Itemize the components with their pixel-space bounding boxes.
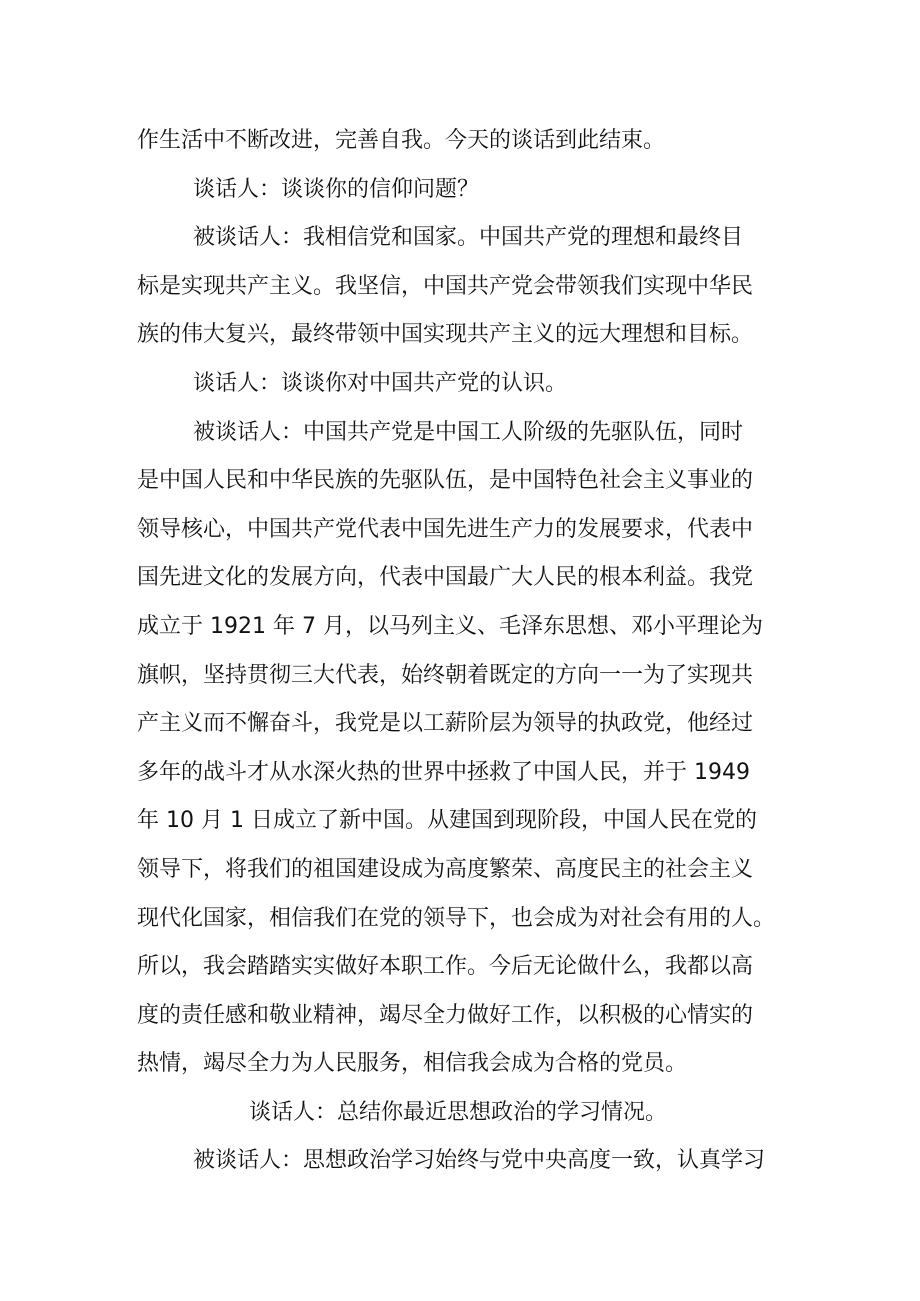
document-body xyxy=(137,117,797,1186)
text-line: 领导下，将我们的祖国建设成为高度繁荣、高度民主的社会主义 xyxy=(137,856,754,882)
text-line: 多年的战斗才从水深火热的世界中拯救了中国人民，并于 1949 xyxy=(137,759,750,785)
text-line: 谈话人：谈谈你对中国共产党的认识。 xyxy=(193,370,568,396)
text-line: 成立于 1921 年 7 月，以马列主义、毛泽东思想、邓小平理论为 xyxy=(137,613,763,639)
text-line: 谈话人：总结你最近思想政治的学习情况。 xyxy=(249,1099,668,1125)
text-line: 年 10 月 1 日成立了新中国。从建国到现阶段，中国人民在党的 xyxy=(137,808,757,834)
text-line: 领导核心，中国共产党代表中国先进生产力的发展要求，代表中 xyxy=(137,516,754,542)
text-line: 被谈话人：中国共产党是中国工人阶级的先驱队伍，同时 xyxy=(193,419,744,445)
text-line: 被谈话人：思想政治学习始终与党中央高度一致，认真学习 xyxy=(193,1148,766,1174)
text-line: 被谈话人：我相信党和国家。中国共产党的理想和最终目 xyxy=(193,225,744,251)
text-line: 度的责任感和敬业精神，竭尽全力做好工作，以积极的心情实的 xyxy=(137,1002,754,1028)
text-line: 族的伟大复兴，最终带领中国实现共产主义的远大理想和目标。 xyxy=(137,322,754,348)
text-line: 产主义而不懈奋斗，我党是以工薪阶层为领导的执政党，他经过 xyxy=(137,711,754,737)
text-line: 现代化国家，相信我们在党的领导下，也会成为对社会有用的人。 xyxy=(137,905,776,931)
text-line: 作生活中不断改进，完善自我。今天的谈话到此结束。 xyxy=(137,128,666,153)
text-line: 谈话人：谈谈你的信仰问题？ xyxy=(193,176,480,202)
text-line: 热情，竭尽全力为人民服务，相信我会成为合格的党员。 xyxy=(137,1051,688,1077)
text-line: 所以，我会踏踏实实做好本职工作。今后无论做什么，我都以高 xyxy=(137,954,754,980)
text-line: 国先进文化的发展方向，代表中国最广大人民的根本利益。我党 xyxy=(137,565,754,591)
text-line: 是中国人民和中华民族的先驱队伍，是中国特色社会主义事业的 xyxy=(137,468,754,494)
text-line: 标是实现共产主义。我坚信，中国共产党会带领我们实现中华民 xyxy=(137,273,754,299)
text-line: 旗帜，坚持贯彻三大代表，始终朝着既定的方向一一为了实现共 xyxy=(137,662,754,688)
